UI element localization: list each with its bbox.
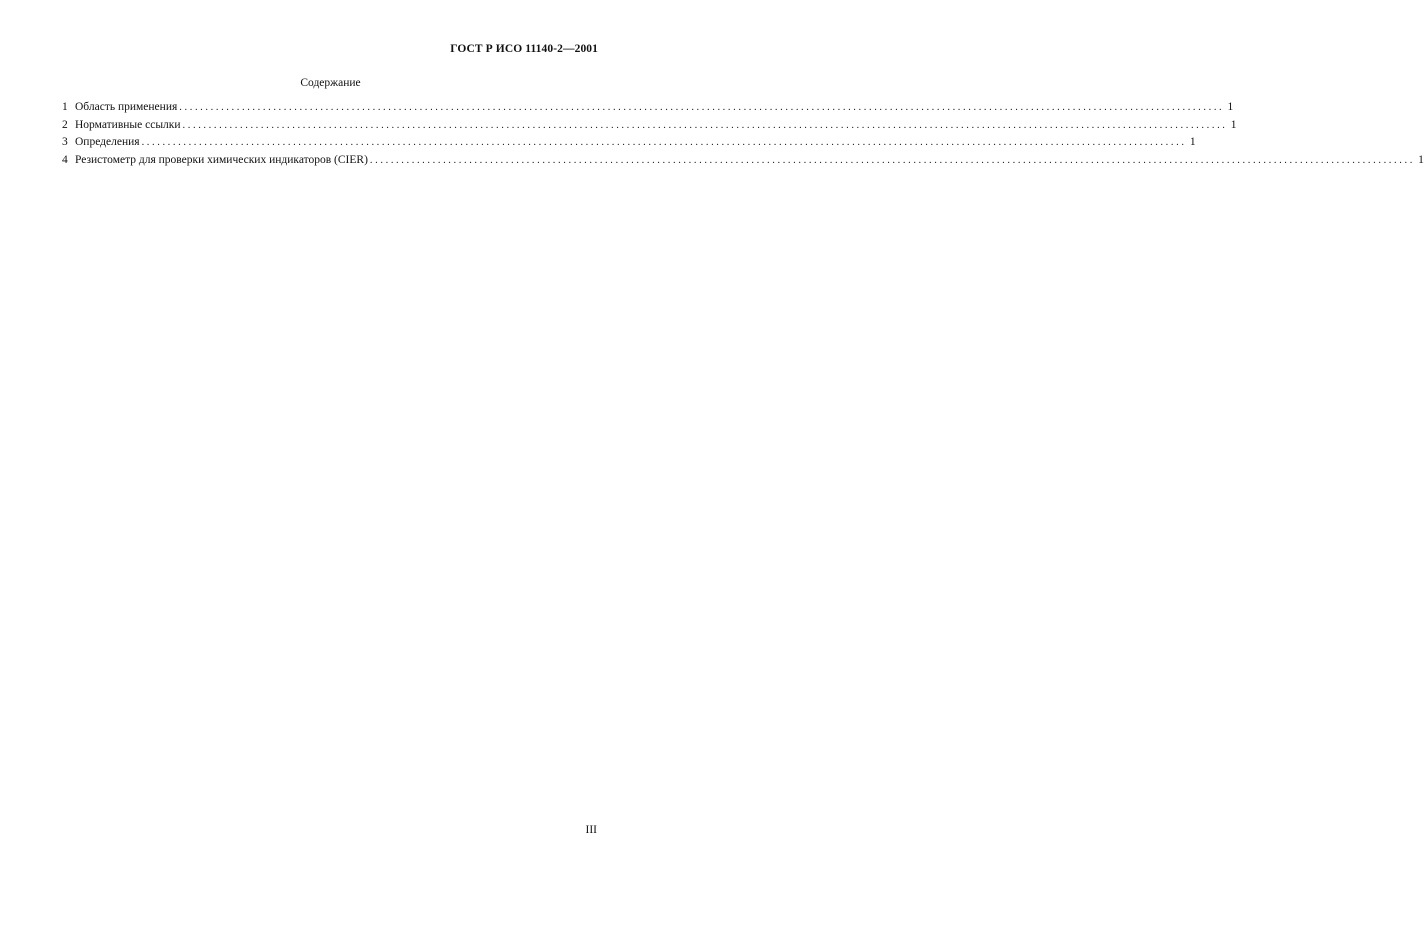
toc-entry-title: Область применения (75, 101, 178, 113)
page-number: III (585, 824, 597, 836)
toc-entry-title: Нормативные ссылки (75, 118, 181, 131)
toc-dot-leader: ........................................................................................................................................................................................................ (179, 102, 1225, 113)
toc-entry-title: Определения (75, 136, 140, 149)
toc-dot-leader: ........................................................................................................................................................................................................ (141, 137, 1187, 149)
toc-entry-page: 1 (1230, 118, 1237, 131)
toc-entry[interactable] (62, 154, 1424, 172)
toc-entry[interactable] (62, 101, 1234, 119)
toc-dot-leader: ........................................................................................................................................................................................................ (182, 119, 1228, 131)
toc-entry-number: 4 (62, 154, 68, 167)
toc-entry[interactable] (62, 136, 1196, 154)
toc-entry-number: 2 (62, 118, 68, 131)
toc-entry-number: 1 (62, 101, 68, 113)
toc-entry-title: Резистометр для проверки химических индикаторов (CIER) (75, 154, 368, 167)
table-of-contents (62, 101, 1424, 172)
toc-entry-page: 1 (1227, 101, 1234, 113)
document-code: ГОСТ Р ИСО 11140-2—2001 (450, 43, 598, 55)
toc-dot-leader: ........................................................................................................................................................................................................ (369, 155, 1415, 167)
toc-entry-number: 3 (62, 136, 68, 149)
toc-entry[interactable] (62, 118, 1237, 137)
toc-entry-page: 1 (1189, 136, 1196, 149)
toc-heading: Содержание (300, 77, 361, 89)
toc-entry-page: 1 (1418, 154, 1424, 167)
